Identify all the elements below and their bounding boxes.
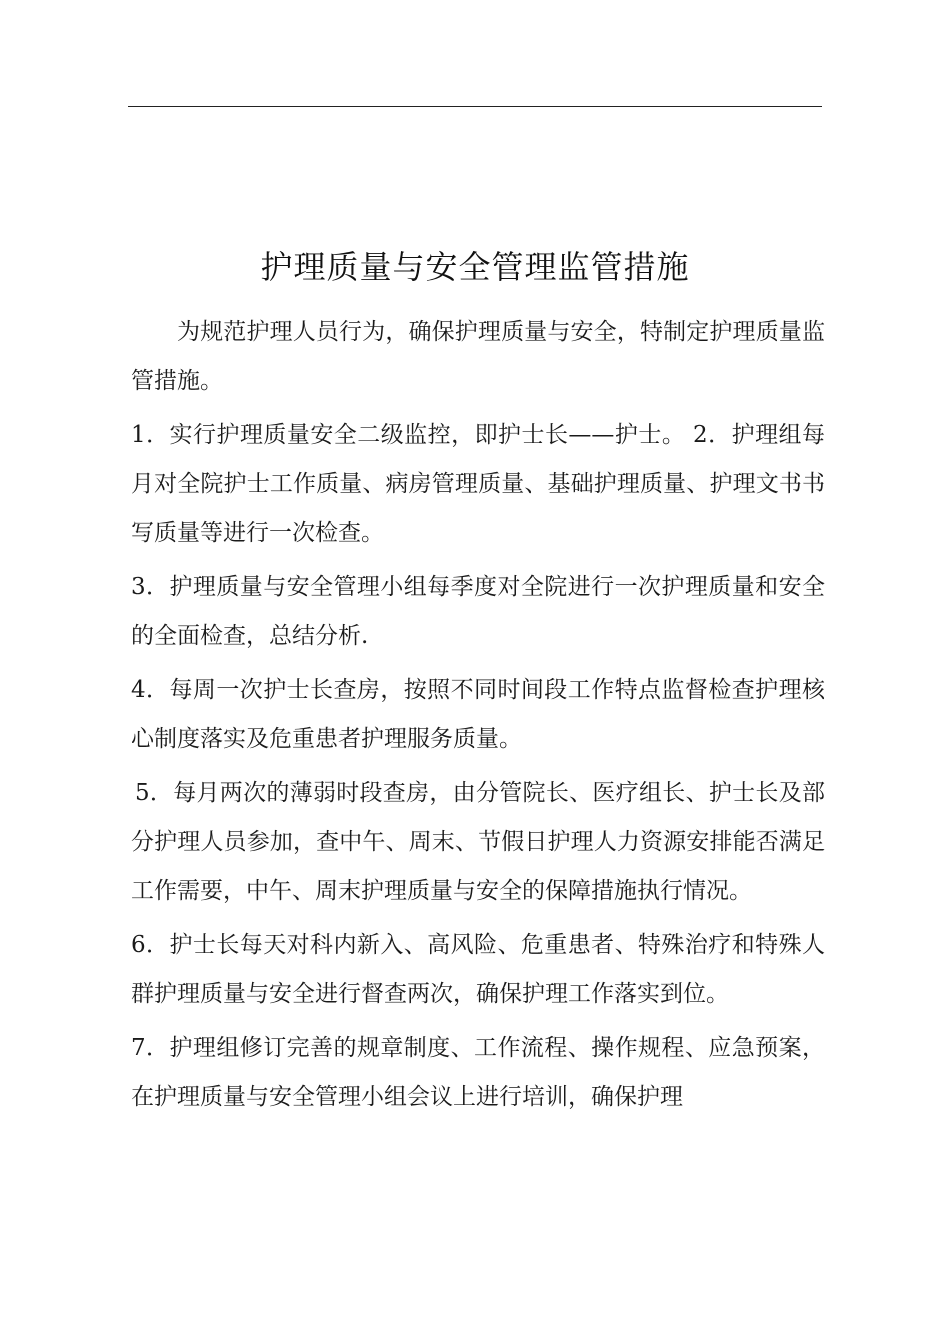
paragraph-item-3: 3．护理质量与安全管理小组每季度对全院进行一次护理质量和安全的全面检查，总结分析. bbox=[131, 574, 825, 649]
intro-paragraph: 为规范护理人员行为，确保护理质量与安全，特制定护理质量监管措施。 bbox=[131, 319, 825, 394]
header-rule bbox=[128, 106, 822, 107]
paragraph-item-7: 7．护理组修订完善的规章制度、工作流程、操作规程、应急预案，在护理质量与安全管理小组会议上进行培训，确保护理 bbox=[131, 1035, 825, 1110]
document-title: 护理质量与安全管理监管措施 bbox=[260, 248, 690, 286]
paragraph-item-6: 6．护士长每天对科内新入、高风险、危重患者、特殊治疗和特殊人群护理质量与安全进行督查两次，确保护理工作落实到位。 bbox=[131, 932, 825, 1007]
paragraph-item-4: 4．每周一次护士长查房，按照不同时间段工作特点监督检查护理核心制度落实及危重患者护理服务质量。 bbox=[131, 677, 825, 752]
document-body bbox=[131, 308, 825, 1127]
paragraph-item-1-2: 1．实行护理质量安全二级监控，即护士长——护士。 2．护理组每月对全院护士工作质量、病房管理质量、基础护理质量、护理文书书写质量等进行一次检查。 bbox=[131, 422, 825, 546]
paragraph-item-5: 5．每月两次的薄弱时段查房，由分管院长、医疗组长、护士长及部分护理人员参加，查中午、周末、节假日护理人力资源安排能否满足工作需要，中午、周末护理质量与安全的保障措施执行情况。 bbox=[131, 780, 825, 904]
